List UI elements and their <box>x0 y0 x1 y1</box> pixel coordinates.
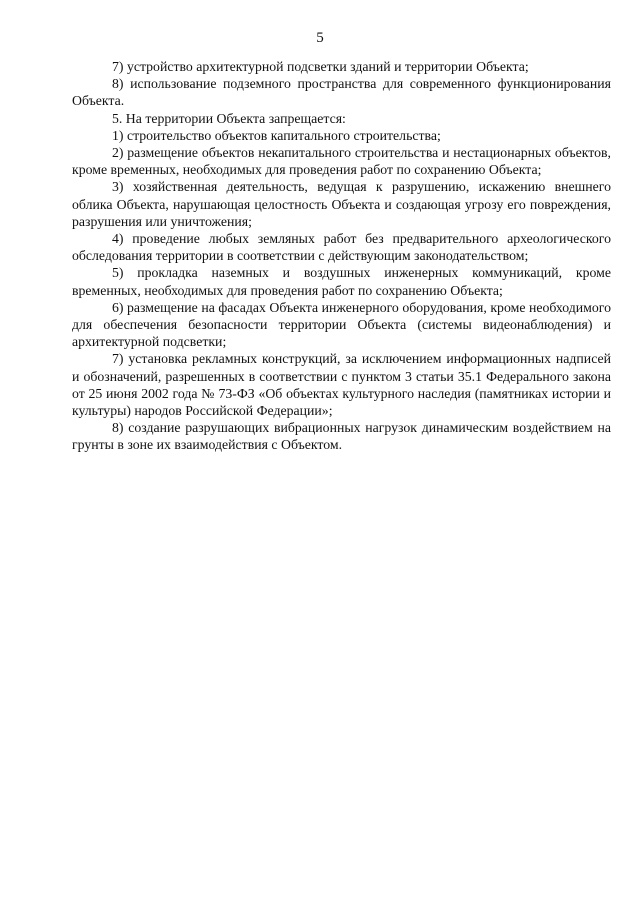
prohibition-item-3: 3) хозяйственная деятельность, ведущая к разрушению, искажению внешнего облика Объекта, нарушающая целостность Объекта и создающая угрозу его повреждения, разрушения или уничтожения; <box>72 179 611 229</box>
paragraph-item-8-underground: 8) использование подземного пространства для современного функционирования Объекта. <box>72 76 611 109</box>
paragraph-item-7-lighting: 7) устройство архитектурной подсветки зданий и территории Объекта; <box>112 59 529 74</box>
prohibition-item-5: 5) прокладка наземных и воздушных инженерных коммуникаций, кроме временных, необходимых для проведения работ по сохранению Объекта; <box>72 265 611 298</box>
prohibition-item-8: 8) создание разрушающих вибрационных нагрузок динамическим воздействием на грунты в зоне их взаимодействия с Объектом. <box>72 420 611 453</box>
prohibition-item-7: 7) установка рекламных конструкций, за исключением информационных надписей и обозначений, разрешенных в соответствии с пунктом 3 статьи 35.1 Федерального закона от 25 июня 2002 года № 73-ФЗ «Об объектах культурного наследия (памятниках истории и культуры) народов Российской Федерации»; <box>72 351 611 419</box>
page-number: 5 <box>316 30 324 46</box>
prohibition-item-4: 4) проведение любых земляных работ без предварительного археологического обследования территории в соответствии с действующим законодательством; <box>72 231 611 264</box>
document-body <box>72 58 611 454</box>
prohibition-item-6: 6) размещение на фасадах Объекта инженерного оборудования, кроме необходимого для обеспечения безопасности территории Объекта (системы видеонаблюдения) и архитектурной подсветки; <box>72 299 611 350</box>
section-5-heading: 5. На территории Объекта запрещается: <box>112 110 346 126</box>
prohibition-item-2: 2) размещение объектов некапитального строительства и нестационарных объектов, кроме временных, необходимых для проведения работ по сохранению Объекта; <box>72 145 611 178</box>
prohibition-item-1: 1) строительство объектов капитального строительства; <box>112 127 441 143</box>
